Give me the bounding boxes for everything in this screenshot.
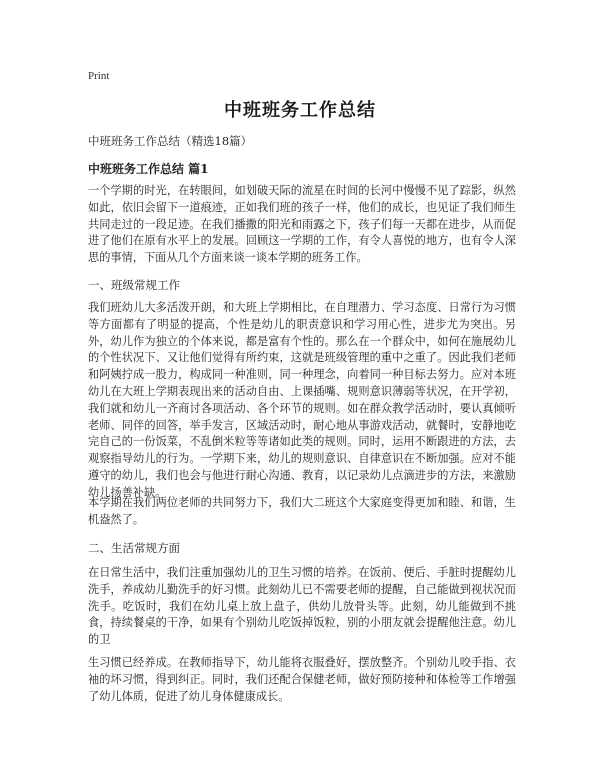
document-subtitle: 中班班务工作总结（精选18篇） [88, 134, 253, 148]
section-heading: 中班班务工作总结 篇1 [88, 162, 209, 176]
paragraph-hygiene: 在日常生活中，我们注重加强幼儿的卫生习惯的培养。在饭前、便后、手脏时提醒幼儿洗手，养成幼儿勤洗手的好习惯。此刻幼儿已不需要老师的提醒，自己能做到视状况而洗手。吃饭时，我们在幼儿桌上放上盘子，供幼儿放骨头等。此刻，幼儿能做到不挑食，持续餐桌的干净，如果有个别幼儿吃饭掉饭粒，别的小朋友就会提醒他注意。幼儿的卫 [88, 566, 516, 647]
paragraph-habits: 生习惯已经养成。在教师指导下，幼儿能将衣服叠好，摆放整齐。个别幼儿咬手指、衣袖的坏习惯，得到纠正。同时，我们还配合保健老师，做好预防接种和体检等工作增强了幼儿体质，促进了幼儿身体健康成长。 [88, 656, 516, 703]
sub-heading-daily-life: 二、生活常规方面 [88, 541, 180, 555]
paragraph-intro: 一个学期的时光，在转眼间，如划破天际的流星在时间的长河中慢慢不见了踪影，纵然如此，依旧会留下一道痕迹，正如我们班的孩子一样，他们的成长，也见证了我们师生共同走过的一段足迹。在我们播撒的阳光和雨露之下，孩子们每一天都在进步，从而促进了他们在原有水平上的发展。回顾这一学期的工作，有令人喜悦的地方，也有令人深思的事情，下面从几个方面来谈一谈本学期的班务工作。 [88, 184, 516, 265]
document-title: 中班班务工作总结 [224, 100, 376, 121]
paragraph-teachers-effort: 本学期在我们两位老师的共同努力下，我们大二班这个大家庭变得更加和睦、和谐，生机盎然了。 [88, 496, 516, 526]
sub-heading-class-routine: 一、班级常规工作 [88, 278, 180, 292]
print-label: Print [88, 70, 110, 82]
paragraph-class-routine: 我们班幼儿大多活泼开朗，和大班上学期相比，在自理潜力、学习态度、日常行为习惯等方面都有了明显的提高，个性是幼儿的职责意识和学习用心性，进步尤为突出。另外，幼儿作为独立的个体来说，都是富有个性的。那么在一个群众中，如何在施展幼儿的个性状况下、又让他们觉得有所约束，这就是班级管理的重中之重了。因此我们老师和阿姨拧成一股力，构成同一种准则，同一种理念，向着同一种目标去努力。应对本班幼儿在大班上学期表现出来的活动自由、上课插嘴、规则意识薄弱等状况，在开学初，我们就和幼儿一齐商讨各项活动、各个环节的规则。如在群众教学活动时，要认真倾听老师、同伴的回答，举手发言，区域活动时，耐心地从事游戏活动，就餐时，安静地吃完自己的一份饭菜，不乱倒米粒等等诸如此类的规则。同时，运用不断跟进的方法，去观察指导幼儿的行为。一学期下来，幼儿的规则意识、自律意识在不断加强。应对不能遵守的幼儿，我们也会与他进行耐心沟通、教育，以记录幼儿点滴进步的方法，来激励幼儿扬善补缺。 [88, 301, 516, 499]
